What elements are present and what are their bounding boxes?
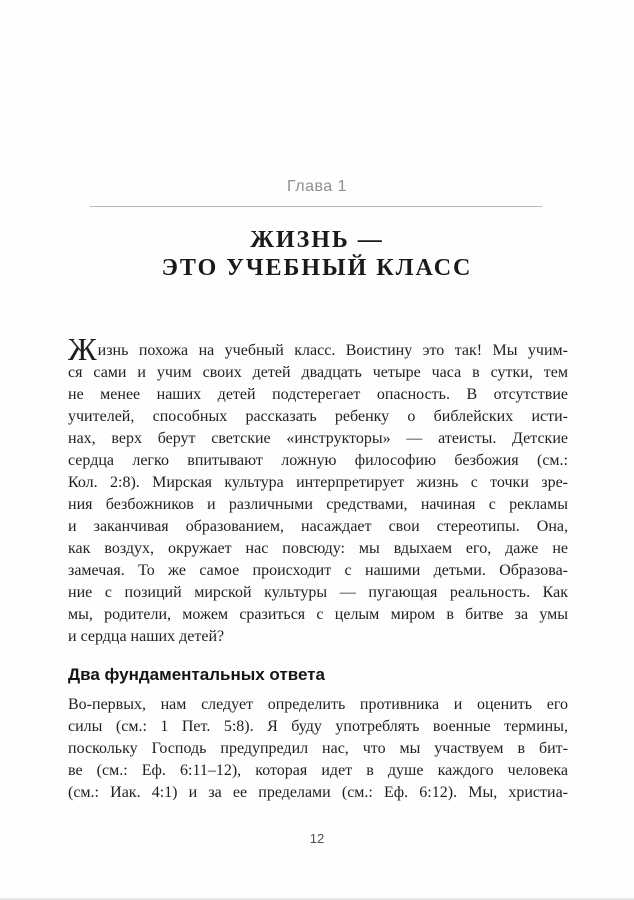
chapter-title-line-1: ЖИЗНЬ — [250,227,384,253]
chapter-title [0,226,634,282]
body-text [68,331,568,804]
text-line: поскольку Господь предупредил нас, что мы участвуем в бит- [68,740,568,757]
text-line: и заканчивая образованием, насаждает свои стереотипы. Она, [68,518,568,535]
page-number: 12 [309,831,325,846]
text-line: сердца легко впитывают ложную философию безбожия (см.: [68,452,568,469]
text-line: ния безбожников и различными средствами, начиная с рекламы [68,496,568,513]
chapter-divider-rule [90,206,542,207]
text-line: ве (см.: Еф. 6:11–12), которая идет в душе каждого человека [68,762,568,779]
text-line: и сердца наших детей? [68,628,225,645]
section-heading: Два фундаментальных ответа [68,665,325,684]
text-line: мы, родители, можем сразиться с целым миром в битве за умы [68,606,568,623]
paragraph [68,331,568,648]
text-line: Кол. 2:8). Мирская культура интерпретирует жизнь с точки зре- [68,474,568,491]
text-line: не менее наших детей подстерегает опасность. В отсутствие [68,386,568,403]
paragraph [68,694,568,804]
text-line: Жизнь похожа на учебный класс. Воистину это так! Мы учим- [68,331,568,367]
text-line: Во-первых, нам следует определить противника и оценить его [68,696,568,713]
text-line: как воздух, окружает нас повсюду: мы вдыхаем его, даже не [68,540,568,557]
chapter-label: Глава 1 [286,178,348,195]
text-line: ние с позиций мирской культуры — пугающая реальность. Как [68,584,568,601]
text-line: ся сами и учим своих детей двадцать четыре часа в сутки, тем [68,364,568,381]
text-line: замечая. То же самое происходит с нашими детьми. Образова- [68,562,568,579]
chapter-title-line-2: ЭТО УЧЕБНЫЙ КЛАСС [161,255,473,281]
text-line: (см.: Иак. 4:1) и за ее пределами (см.: Еф. 6:12). Мы, христиа- [68,784,568,801]
text-line: силы (см.: 1 Пет. 5:8). Я буду употреблять военные термины, [68,718,568,735]
dropcap-initial: Ж [68,331,97,367]
text-line: нах, верх берут светские «инструкторы» — атеисты. Детские [68,430,568,447]
text-line: учителей, способных рассказать ребенку о библейских исти- [68,408,568,425]
